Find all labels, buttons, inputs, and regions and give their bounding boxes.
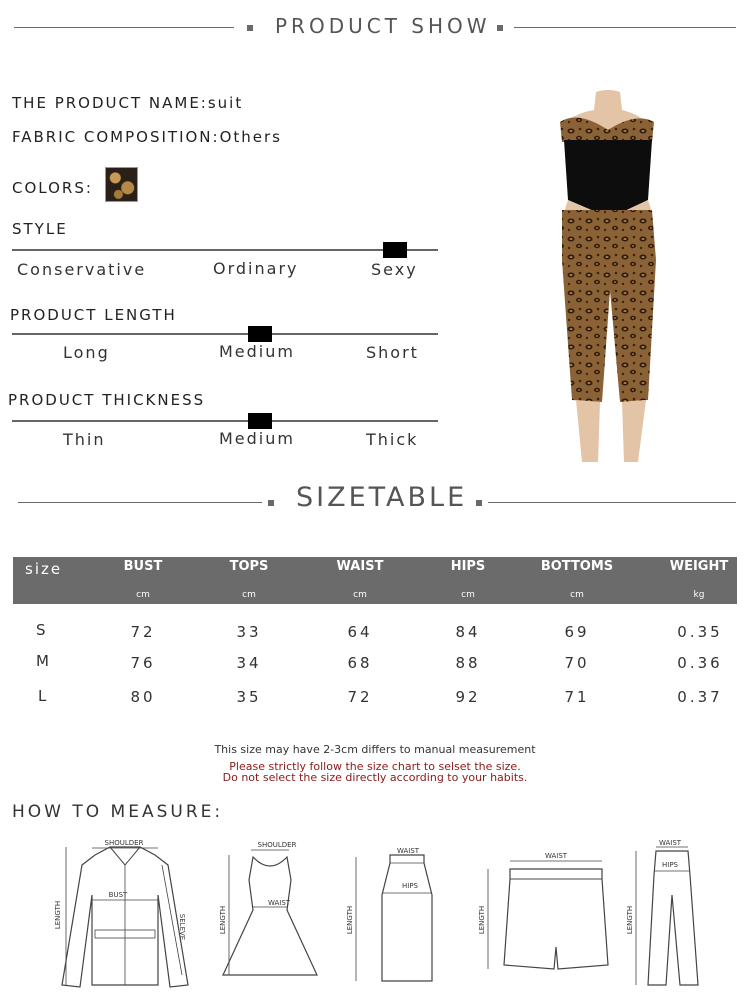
skirt-hips-label: HIPS: [402, 882, 418, 890]
pants-hips-label: HIPS: [662, 861, 678, 869]
cell-hips: 88: [455, 654, 481, 672]
product-photo: [548, 90, 668, 465]
column-unit-bust: cm: [136, 590, 150, 600]
cell-tops: 34: [236, 654, 262, 672]
skirt-waist-label: WAIST: [396, 847, 420, 855]
cell-hips: 84: [455, 623, 481, 641]
cell-bust: 72: [130, 623, 156, 641]
cell-weight: 0.35: [677, 623, 723, 641]
colors-label: COLORS:: [12, 179, 93, 197]
length-option-medium: Medium: [219, 342, 295, 361]
divider-dot: [247, 25, 253, 31]
shorts-measure-diagram: [478, 835, 618, 995]
cell-bottoms: 71: [564, 688, 590, 706]
thickness-option-thick: Thick: [366, 430, 419, 449]
length-option-short: Short: [366, 343, 419, 362]
pants-waist-label: WAIST: [658, 839, 682, 847]
product-name: [12, 94, 243, 112]
column-header-bottoms: BOTTOMS: [540, 559, 614, 574]
color-swatch-leopard[interactable]: [105, 167, 138, 202]
column-header-bust: BUST: [123, 559, 163, 574]
cell-bust: 76: [130, 654, 156, 672]
cell-weight: 0.37: [677, 688, 723, 706]
style-selected-marker: [383, 242, 407, 258]
jacket-length-label: LENGTH: [54, 900, 62, 930]
jacket-shoulder-label: SHOULDER: [104, 839, 144, 847]
jacket-sleeve-label: SELEVE: [178, 913, 186, 941]
thickness-option-thin: Thin: [63, 430, 106, 449]
divider-dot: [497, 25, 503, 31]
cell-waist: 64: [347, 623, 373, 641]
shorts-waist-label: WAIST: [544, 852, 568, 860]
column-unit-weight: kg: [693, 590, 705, 600]
column-unit-bottoms: cm: [570, 590, 584, 600]
column-header-size: size: [25, 560, 63, 578]
cell-waist: 68: [347, 654, 373, 672]
skirt-measure-diagram: [342, 835, 442, 995]
thickness-title: PRODUCT THICKNESS: [8, 391, 206, 409]
product-name-label: THE PRODUCT NAME:: [12, 94, 208, 112]
product-name-value: suit: [207, 94, 244, 112]
thickness-scale-line: [12, 420, 438, 422]
fabric-composition: [12, 128, 282, 146]
how-to-measure-title: HOW TO MEASURE:: [12, 802, 224, 822]
style-option-sexy: Sexy: [371, 260, 418, 279]
divider-line: [514, 27, 736, 28]
cell-bottoms: 69: [564, 623, 590, 641]
size-table-header-row: [13, 557, 737, 604]
cell-size: S: [36, 621, 49, 639]
style-title: STYLE: [12, 220, 68, 238]
dress-shoulder-label: SHOULDER: [257, 841, 297, 849]
product-show-header: [0, 10, 750, 46]
style-option-conservative: Conservative: [17, 260, 147, 279]
cell-hips: 92: [455, 688, 481, 706]
column-header-tops: TOPS: [229, 559, 269, 574]
length-scale-line: [12, 333, 438, 335]
fabric-label: FABRIC COMPOSITION:: [12, 128, 220, 146]
pants-length-label: LENGTH: [626, 905, 634, 935]
jacket-bust-label: BUST: [108, 891, 128, 899]
style-scale-line: [12, 249, 438, 251]
skirt-length-label: LENGTH: [346, 905, 354, 935]
divider-line: [488, 502, 736, 503]
fabric-value: Others: [219, 128, 282, 146]
size-warning-2: Do not select the size directly according to your habits.: [222, 771, 528, 784]
cell-size: L: [38, 687, 50, 705]
shorts-length-label: LENGTH: [478, 905, 486, 935]
column-unit-waist: cm: [353, 590, 367, 600]
column-unit-hips: cm: [461, 590, 475, 600]
cell-tops: 35: [236, 688, 262, 706]
divider-dot: [268, 500, 274, 506]
column-header-weight: WEIGHT: [669, 559, 729, 574]
divider-line: [14, 27, 234, 28]
style-option-ordinary: Ordinary: [213, 259, 299, 278]
column-header-hips: HIPS: [450, 559, 486, 574]
cell-waist: 72: [347, 688, 373, 706]
column-unit-tops: cm: [242, 590, 256, 600]
thickness-option-medium: Medium: [219, 429, 295, 448]
length-title: PRODUCT LENGTH: [10, 306, 177, 324]
divider-dot: [476, 500, 482, 506]
cell-weight: 0.36: [677, 654, 723, 672]
jacket-measure-diagram: [50, 835, 200, 995]
length-option-long: Long: [63, 343, 110, 362]
divider-line: [18, 502, 262, 503]
sizetable-title: SIZETABLE: [296, 482, 468, 513]
dress-waist-label: WAIST: [267, 899, 291, 907]
cell-bust: 80: [130, 688, 156, 706]
length-selected-marker: [248, 326, 272, 342]
measurement-note: This size may have 2-3cm differs to manual measurement: [214, 743, 536, 756]
dress-measure-diagram: [215, 835, 325, 995]
product-show-title: PRODUCT SHOW: [275, 14, 491, 38]
pants-measure-diagram: [620, 835, 730, 995]
cell-bottoms: 70: [564, 654, 590, 672]
cell-tops: 33: [236, 623, 262, 641]
dress-length-label: LENGTH: [219, 905, 227, 935]
column-header-waist: WAIST: [336, 559, 384, 574]
thickness-selected-marker: [248, 413, 272, 429]
cell-size: M: [36, 652, 52, 670]
size-warning-1: Please strictly follow the size chart to selset the size.: [229, 760, 521, 773]
